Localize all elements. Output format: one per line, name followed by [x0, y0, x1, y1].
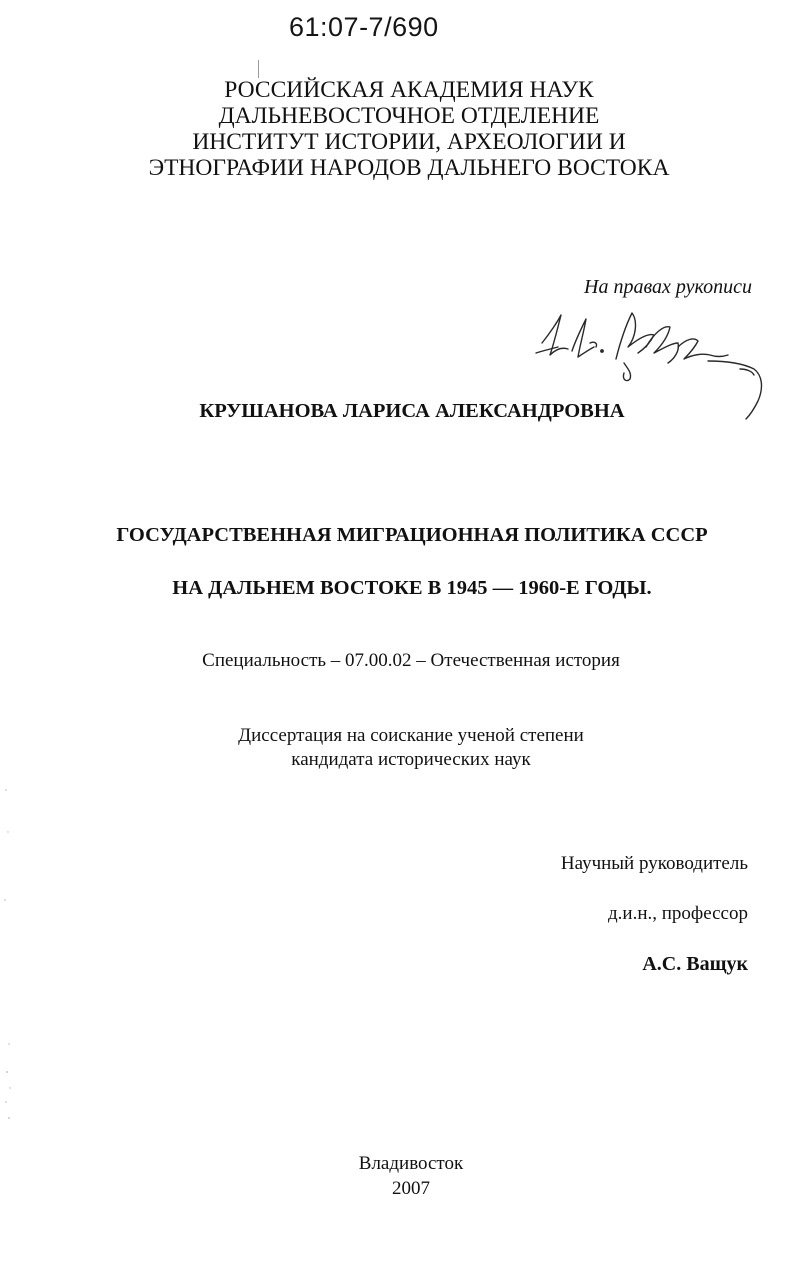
author-name: КРУШАНОВА ЛАРИСА АЛЕКСАНДРОВНА	[199, 400, 625, 422]
institution-line-academy: РОССИЙСКАЯ АКАДЕМИЯ НАУК	[224, 77, 594, 103]
dissertation-title-line-1: ГОСУДАРСТВЕННАЯ МИГРАЦИОННАЯ ПОЛИТИКА СССР	[116, 524, 708, 546]
institution-line-institute-cont: ЭТНОГРАФИИ НАРОДОВ ДАЛЬНЕГО ВОСТОКА	[148, 155, 670, 181]
supervisor-degree: д.и.н., профессор	[607, 903, 748, 924]
supervisor-label: Научный руководитель	[560, 853, 748, 874]
stamp-mark	[258, 60, 259, 78]
scan-edge-specks	[0, 0, 20, 1279]
degree-statement-line-2: кандидата исторических наук	[291, 749, 531, 770]
institution-line-branch: ДАЛЬНЕВОСТОЧНОЕ ОТДЕЛЕНИЕ	[218, 103, 600, 129]
supervisor-name: А.С. Ващук	[642, 953, 748, 975]
manuscript-rights-note: На правах рукописи	[584, 276, 752, 298]
dissertation-title-line-2: НА ДАЛЬНЕМ ВОСТОКЕ В 1945 — 1960-Е ГОДЫ.	[172, 577, 652, 599]
degree-statement-line-1: Диссертация на соискание ученой степени	[238, 725, 584, 746]
institution-line-institute: ИНСТИТУТ ИСТОРИИ, АРХЕОЛОГИИ И	[192, 129, 626, 155]
publication-year: 2007	[392, 1178, 430, 1199]
publication-city: Владивосток	[358, 1153, 464, 1174]
archive-stamp-code: 61:07-7/690	[289, 12, 439, 42]
specialty-line: Специальность – 07.00.02 – Отечественная история	[202, 650, 620, 671]
